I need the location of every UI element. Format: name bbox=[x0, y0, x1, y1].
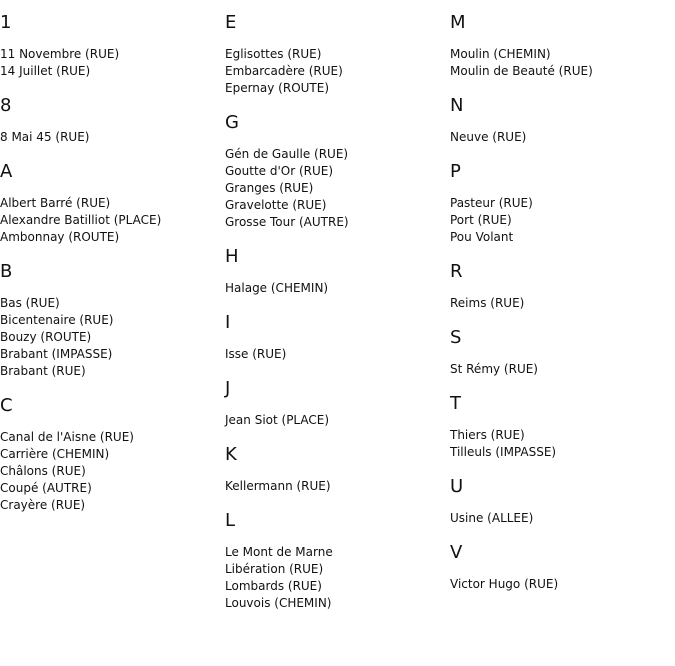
street-link[interactable]: Port (RUE) bbox=[450, 213, 512, 227]
letter-group bbox=[450, 393, 665, 461]
street-link[interactable]: Tilleuls (IMPASSE) bbox=[450, 445, 557, 459]
street-link[interactable]: Pasteur (RUE) bbox=[450, 196, 533, 210]
street-link[interactable]: Albert Barré (RUE) bbox=[0, 196, 111, 210]
street-link[interactable]: Bas (RUE) bbox=[0, 296, 60, 310]
street-list bbox=[450, 510, 665, 527]
street-link[interactable]: Gravelotte (RUE) bbox=[225, 198, 327, 212]
street-link[interactable]: Kellermann (RUE) bbox=[225, 479, 331, 493]
street-link[interactable]: 8 Mai 45 (RUE) bbox=[0, 130, 90, 144]
street-link[interactable]: Goutte d'Or (RUE) bbox=[225, 164, 334, 178]
letter-heading: P bbox=[450, 161, 461, 182]
street-link[interactable]: 14 Juillet (RUE) bbox=[0, 64, 91, 78]
letter-group bbox=[225, 444, 440, 495]
letter-group bbox=[450, 12, 665, 80]
street-list bbox=[450, 295, 665, 312]
street-list bbox=[450, 129, 665, 146]
letter-heading: L bbox=[225, 510, 236, 531]
street-list bbox=[450, 576, 665, 593]
street-link[interactable]: Neuve (RUE) bbox=[450, 130, 527, 144]
letter-heading: S bbox=[450, 327, 462, 348]
letter-group bbox=[0, 12, 215, 80]
letter-group bbox=[450, 95, 665, 146]
street-link[interactable]: Isse (RUE) bbox=[225, 347, 287, 361]
street-link[interactable]: Brabant (IMPASSE) bbox=[0, 347, 113, 361]
letter-heading: A bbox=[0, 161, 13, 182]
letter-group bbox=[450, 261, 665, 312]
street-link[interactable]: Moulin de Beauté (RUE) bbox=[450, 64, 593, 78]
street-link[interactable]: Bicentenaire (RUE) bbox=[0, 313, 114, 327]
letter-group bbox=[450, 476, 665, 527]
street-link[interactable]: Alexandre Batilliot (PLACE) bbox=[0, 213, 162, 227]
letter-group bbox=[450, 161, 665, 246]
letter-group bbox=[225, 12, 440, 97]
letter-group bbox=[0, 95, 215, 146]
street-link[interactable]: Grosse Tour (AUTRE) bbox=[225, 215, 349, 229]
letter-heading: T bbox=[450, 393, 461, 414]
street-list bbox=[225, 544, 440, 612]
street-link[interactable]: Jean Siot (PLACE) bbox=[225, 413, 330, 427]
index-column-2 bbox=[225, 12, 440, 627]
street-link[interactable]: Carrière (CHEMIN) bbox=[0, 447, 110, 461]
letter-heading: H bbox=[225, 246, 239, 267]
letter-heading: B bbox=[0, 261, 13, 282]
letter-group bbox=[225, 312, 440, 363]
street-list bbox=[225, 46, 440, 97]
street-link[interactable]: Châlons (RUE) bbox=[0, 464, 86, 478]
street-list bbox=[450, 361, 665, 378]
street-list bbox=[0, 129, 215, 146]
street-link[interactable]: Thiers (RUE) bbox=[450, 428, 525, 442]
street-list bbox=[450, 427, 665, 461]
street-link[interactable]: Pou Volant bbox=[450, 230, 514, 244]
letter-group bbox=[225, 246, 440, 297]
street-list bbox=[450, 195, 665, 246]
letter-group bbox=[450, 542, 665, 593]
street-list bbox=[225, 280, 440, 297]
street-link[interactable]: Halage (CHEMIN) bbox=[225, 281, 329, 295]
street-link[interactable]: Libération (RUE) bbox=[225, 562, 324, 576]
letter-heading: E bbox=[225, 12, 237, 33]
street-list bbox=[225, 146, 440, 231]
street-link[interactable]: St Rémy (RUE) bbox=[450, 362, 538, 376]
street-list bbox=[0, 195, 215, 246]
street-list bbox=[0, 46, 215, 80]
letter-group bbox=[0, 261, 215, 380]
street-link[interactable]: Moulin (CHEMIN) bbox=[450, 47, 551, 61]
street-link[interactable]: Brabant (RUE) bbox=[0, 364, 86, 378]
letter-heading: V bbox=[450, 542, 463, 563]
letter-group bbox=[450, 327, 665, 378]
street-link[interactable]: Ambonnay (ROUTE) bbox=[0, 230, 120, 244]
street-link[interactable]: 11 Novembre (RUE) bbox=[0, 47, 120, 61]
street-link[interactable]: Usine (ALLEE) bbox=[450, 511, 534, 525]
street-list bbox=[225, 478, 440, 495]
street-list bbox=[0, 429, 215, 514]
street-link[interactable]: Epernay (ROUTE) bbox=[225, 81, 330, 95]
letter-heading: R bbox=[450, 261, 463, 282]
letter-heading: M bbox=[450, 12, 466, 33]
index-column-1 bbox=[0, 12, 215, 529]
street-list bbox=[225, 412, 440, 429]
letter-heading: U bbox=[450, 476, 464, 497]
street-link[interactable]: Louvois (CHEMIN) bbox=[225, 596, 332, 610]
letter-heading: J bbox=[225, 378, 231, 399]
letter-heading: 1 bbox=[0, 12, 12, 33]
letter-group bbox=[225, 510, 440, 612]
letter-heading: G bbox=[225, 112, 239, 133]
letter-group bbox=[225, 378, 440, 429]
street-list bbox=[225, 346, 440, 363]
street-link[interactable]: Le Mont de Marne bbox=[225, 545, 333, 559]
letter-group bbox=[225, 112, 440, 231]
street-link[interactable]: Reims (RUE) bbox=[450, 296, 525, 310]
street-link[interactable]: Coupé (AUTRE) bbox=[0, 481, 92, 495]
street-link[interactable]: Lombards (RUE) bbox=[225, 579, 322, 593]
street-list bbox=[0, 295, 215, 380]
street-link[interactable]: Granges (RUE) bbox=[225, 181, 314, 195]
letter-heading: N bbox=[450, 95, 464, 116]
street-list bbox=[450, 46, 665, 80]
street-link[interactable]: Bouzy (ROUTE) bbox=[0, 330, 92, 344]
letter-heading: I bbox=[225, 312, 231, 333]
letter-group bbox=[0, 395, 215, 514]
index-column-3 bbox=[450, 12, 665, 608]
street-link[interactable]: Gén de Gaulle (RUE) bbox=[225, 147, 349, 161]
street-link[interactable]: Crayère (RUE) bbox=[0, 498, 86, 512]
street-link[interactable]: Canal de l'Aisne (RUE) bbox=[0, 430, 134, 444]
street-link[interactable]: Victor Hugo (RUE) bbox=[450, 577, 559, 591]
street-link[interactable]: Embarcadère (RUE) bbox=[225, 64, 343, 78]
letter-heading: K bbox=[225, 444, 237, 465]
street-link[interactable]: Eglisottes (RUE) bbox=[225, 47, 322, 61]
letter-heading: 8 bbox=[0, 95, 12, 116]
letter-group bbox=[0, 161, 215, 246]
letter-heading: C bbox=[0, 395, 13, 416]
